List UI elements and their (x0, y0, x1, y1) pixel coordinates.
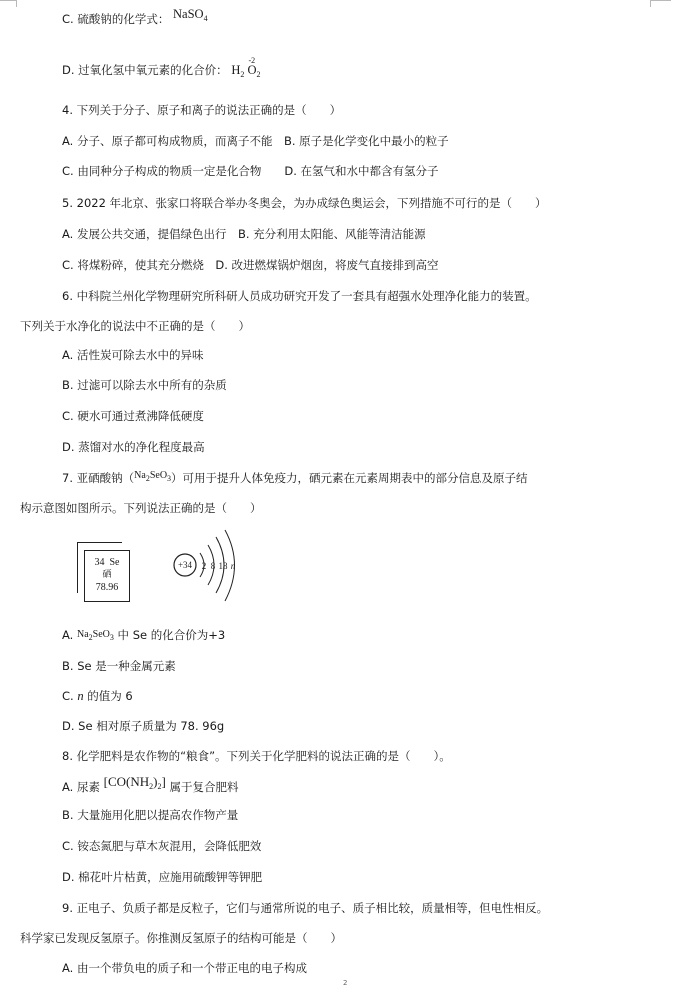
question-7-option-a: A. $Na_2SeO_3$ 中 Se 的化合价为+3 (62, 628, 226, 642)
element-symbol: Se (109, 557, 120, 568)
question-9-option-a: A. 由一个带负电的质子和一个带正电的电子构成 (62, 961, 307, 975)
option-d-hydrogen-peroxide (62, 56, 261, 83)
question-6-line-2: 下列关于水净化的说法中不正确的是（ ） (20, 319, 250, 333)
corner-mark-right (650, 0, 671, 7)
atom-structure-diagram (172, 527, 252, 607)
formula-h2o2: $H_2$ -2 $O_2$ (231, 63, 260, 77)
question-8-option-b: B. 大量施用化肥以提高农作物产量 (62, 808, 239, 822)
corner-mark-left (0, 0, 17, 7)
question-6-option-c: C. 硬水可通过煮沸降低硬度 (62, 409, 204, 423)
shell-electrons-4: n (230, 561, 236, 571)
question-6-line-1: 6. 中科院兰州化学物理研究所科研人员成功研究开发了一套具有超强水处理净化能力的装置。 (62, 289, 537, 303)
question-7-line-2: 构示意图如图所示。下列说法正确的是（ ） (20, 501, 262, 515)
formula-urea: $[CO(NH_2)_2]$ (103, 774, 166, 791)
question-7-option-d: D. Se 相对原子质量为 78. 96g (62, 719, 225, 733)
atomic-number: 34 (94, 557, 105, 568)
question-7-line-1: 7. 亚硒酸钠$(Na_2SeO_3)$可用于提升人体免疫力，硒元素在元素周期表中的部分信息及原子结 (62, 470, 528, 485)
periodic-table-tile (84, 550, 130, 602)
question-5: 5. 2022 年北京、张家口将联合举办冬奥会，为办成绿色奥运会，下列措施不可行的是（ ） (62, 196, 547, 210)
question-4-options-cd: C. 由同种分子构成的物质一定是化合物 D. 在氢气和水中都含有氢分子 (62, 164, 439, 178)
question-6-option-a: A. 活性炭可除去水中的异味 (62, 348, 204, 362)
option-text: D. 过氧化氢中氧元素的化合价： (62, 63, 228, 77)
question-4: 4. 下列关于分子、原子和离子的说法正确的是（ ） (62, 103, 342, 117)
question-8-option-d: D. 棉花叶片枯黄，应施用硫酸钾等钾肥 (62, 870, 263, 884)
tile-number-symbol (85, 557, 129, 569)
shell-electrons-3: 18 (218, 561, 228, 571)
formula-na2seo3: $Na_2SeO_3$ (134, 470, 172, 483)
shell-electrons-2: 8 (210, 561, 216, 571)
formula-naso4: NaSO$_4$ (173, 7, 208, 23)
option-text: C. 硫酸钠的化学式： (62, 12, 170, 26)
question-4-options-ab: A. 分子、原子都可构成物质，而离子不能 B. 原子是化学变化中最小的粒子 (62, 134, 449, 148)
shell-electrons-1: 2 (201, 561, 207, 571)
nucleus-charge: +34 (177, 560, 193, 570)
option-c-sodium-sulfate (62, 7, 208, 32)
formula-na2seo3-option: $Na_2SeO_3$ (76, 629, 114, 642)
question-7-option-b: B. Se 是一种金属元素 (62, 659, 176, 673)
question-6-option-b: B. 过滤可以除去水中所有的杂质 (62, 378, 227, 392)
question-9-line-1: 9. 正电子、负质子都是反粒子，它们与通常所说的电子、质子相比较，质量相等，但电性相反。 (62, 901, 549, 915)
question-8-option-c: C. 铵态氮肥与草木灰混用，会降低肥效 (62, 839, 262, 853)
question-5-options-cd: C. 将煤粉碎，使其充分燃烧 D. 改进燃煤锅炉烟囱，将废气直接排到高空 (62, 258, 439, 272)
element-name: 硒 (102, 570, 112, 580)
question-7-option-c: C. n 的值为 6 (62, 689, 133, 703)
question-5-options-ab: A. 发展公共交通，提倡绿色出行 B. 充分利用太阳能、风能等清洁能源 (62, 227, 426, 241)
oxygen-charge: -2 (248, 56, 256, 65)
question-6-option-d: D. 蒸馏对水的净化程度最高 (62, 440, 205, 454)
atomic-mass: 78.96 (95, 582, 119, 593)
question-8: 8. 化学肥料是农作物的“粮食”。下列关于化学肥料的说法正确的是（ ）。 (62, 749, 451, 763)
page-number: 2 (343, 979, 348, 987)
question-9-line-2: 科学家已发现反氢原子。你推测反氢原子的结构可能是（ ） (20, 931, 342, 945)
question-8-option-a: A. 尿素 $[CO(NH_2)_2]$ 属于复合肥料 (62, 774, 239, 794)
